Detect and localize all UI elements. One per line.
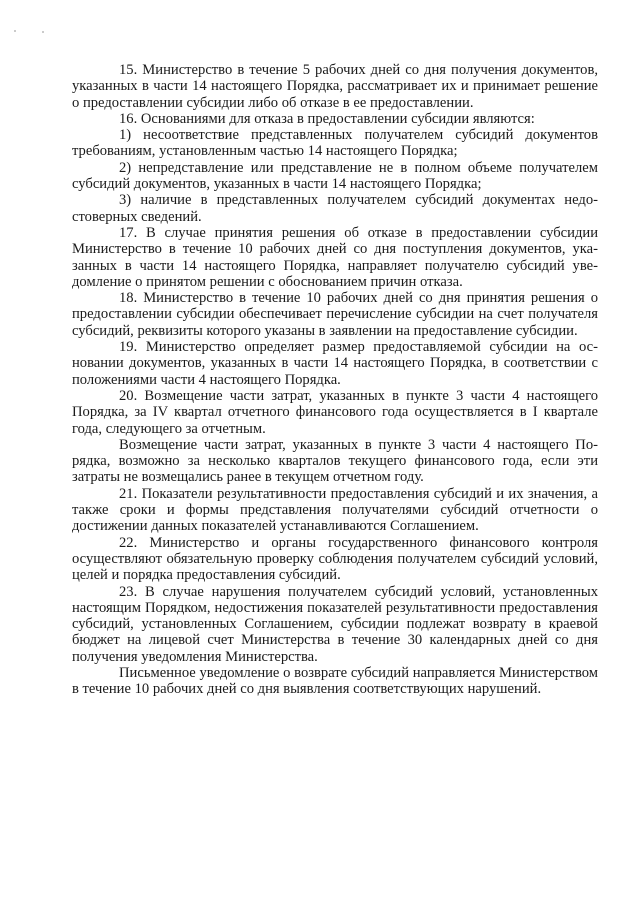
paragraph-16: 16. Основаниями для отказа в предоставлении субсидии являются: <box>119 110 535 127</box>
paragraph-18: 18. Министерство в течение 10 рабочих дней со дня принятия решения о предоставлении субсидии обеспечивает перечисление субсидии на счет получателя субсидий, реквизиты которого указаны в заявлении на предоставление субсидии. <box>72 290 598 339</box>
paragraph-23-continued: Письменное уведомление о возврате субсидий направляется Министерством в течение 10 рабочих дней со дня выявления соответствующих нарушений. <box>72 664 598 698</box>
paragraph-16-item-3: 3) наличие в представленных получателем субсидий документах недостоверных сведений. <box>72 192 598 225</box>
document-page <box>72 62 598 698</box>
paragraph-20-continued: Возмещение части затрат, указанных в пункте 3 части 4 настоящего Порядка, возможно за несколько кварталов текущего финансового года, если эти затраты не возмещались ранее в текущем отчетном году. <box>72 436 598 486</box>
paragraph-19: 19. Министерство определяет размер предоставляемой субсидии на основании документов, указанных в части 14 настоящего Порядка, в соответствии с положениями части 4 настоящего Порядка. <box>72 339 598 388</box>
paragraph-20: 20. Возмещение части затрат, указанных в пункте 3 части 4 настоящего Порядка, за IV квартал отчетного финансового года осуществляется в I квартале года, следующего за отчетным. <box>72 387 598 437</box>
paragraph-21: 21. Показатели результативности предоставления субсидий и их значения, а также сроки и формы представления получателями субсидий отчетности о достижении данных показателей устанавливаются Соглашением. <box>72 485 598 535</box>
paragraph-16-item-1: 1) несоответствие представленных получателем субсидий документов требованиям, установленным частью 14 настоящего Порядка; <box>72 127 598 160</box>
paragraph-17: 17. В случае принятия решения об отказе в предоставлении субсидии Министерство в течение 10 рабочих дней со дня поступления документов, указанных в части 14 настоящего Порядка, направляет получателю субсидий уведомление о принятом решении с обоснованием причин отказа. <box>72 224 598 290</box>
scan-speck <box>14 30 16 32</box>
paragraph-22: 22. Министерство и органы государственного финансового контроля осуществляют обязательную проверку соблюдения получателем субсидий условий, целей и порядка предоставления субсидий. <box>72 534 598 584</box>
paragraph-16-item-2: 2) непредставление или представление не в полном объеме получателем субсидий документов, указанных в части 14 настоящего Порядка; <box>72 159 598 193</box>
scan-speck <box>42 31 44 33</box>
paragraph-23: 23. В случае нарушения получателем субсидий условий, установленных настоящим Порядком, недостижения показателей результативности предоставления субсидий, установленных Соглашением, субсидии подлежат возврату в краевой бюджет на лицевой счет Министерства в течение 30 календарных дней со дня получения уведомления Министерства. <box>72 583 598 665</box>
paragraph-15: 15. Министерство в течение 5 рабочих дней со дня получения документов, указанных в части 14 настоящего Порядка, рассматривает их и принимает решение о предоставлении субсидии либо об отказе в ее предоставлении. <box>72 62 598 111</box>
